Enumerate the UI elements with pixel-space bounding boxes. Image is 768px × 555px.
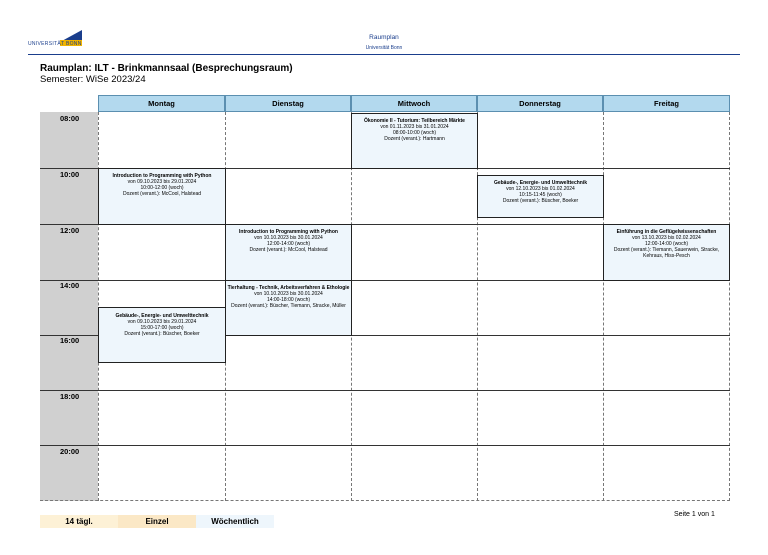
event-time: 10:15-11:45 (woch) [519,192,562,198]
header-title: Raumplan [369,34,399,41]
grid-row-line [40,390,730,391]
event-title: Tierhaltung - Technik, Arbeitsverfahren & Ethologie [227,285,350,291]
time-label-1200: 12:00 [60,226,80,235]
event-lecturer: Dozent (verant.): Hartmann [384,136,445,142]
grid-column-line [729,112,730,501]
grid-row-line [40,445,730,446]
event-dates: von 10.10.2023 bis 30.01.2024 [254,291,323,297]
grid-row-line [40,500,730,501]
event-python-montag[interactable] [98,168,226,225]
time-label-1400: 14:00 [60,281,80,290]
page-title: Raumplan: ILT - Brinkmannsaal (Besprechungsraum) [40,63,293,74]
event-oekonomie-tutorium[interactable] [351,113,478,169]
event-dates: von 01.11.2023 bis 31.01.2024 [380,124,449,130]
event-gebaeudetechnik-montag[interactable] [98,307,226,363]
event-lecturer: Dozent (verant.): Büscher, Boeker [124,331,200,337]
day-header-montag: Montag [98,95,225,112]
event-title: Gebäude-, Energie- und Umwelttechnik [493,180,588,186]
grid-column-line [477,112,478,501]
day-header-mittwoch: Mittwoch [351,95,477,112]
logo-text: UNIVERSITÄT BONN [28,41,82,47]
legend-einzel: Einzel [118,515,196,528]
event-title: Introduction to Programming with Python [239,229,338,235]
event-title: Einführung in die Geflügelwissenschaften [616,229,717,235]
event-dates: von 09.10.2023 bis 29.01.2024 [127,319,197,325]
event-dates: von 12.10.2023 bis 01.02.2024 [506,186,575,192]
event-time: 15:00-17:00 (woch) [140,325,184,331]
event-lecturer: Dozent (verant.): Tiemann, Sauerwein, Stracke, Kehraus, Hiss-Pesch [613,247,720,259]
event-time: 12:00-14:00 (woch) [266,241,311,247]
event-time: 08:00-10:00 (woch) [392,130,437,136]
event-time: 14:00-18:00 (woch) [266,297,311,303]
event-dates: von 13.10.2023 bis 02.02.2024 [632,235,701,241]
day-header-freitag: Freitag [603,95,730,112]
day-header-donnerstag: Donnerstag [477,95,603,112]
header-subtitle: Universität Bonn [365,45,403,51]
semester-label: Semester: WiSe 2023/24 [40,74,146,85]
time-label-2000: 20:00 [60,447,80,456]
event-time: 10:00-12:00 (woch) [140,185,184,191]
event-lecturer: Dozent (verant.): Büscher, Boeker [502,198,579,204]
time-label-1000: 10:00 [60,170,80,179]
grid-column-line [603,112,604,501]
event-gebaeudetechnik-donnerstag[interactable] [477,175,604,218]
event-lecturer: Dozent (verant.): McCool, Halstead [249,247,328,253]
day-header-dienstag: Dienstag [225,95,351,112]
page-number: Seite 1 von 1 [674,511,715,518]
time-label-0800: 08:00 [60,114,80,123]
event-python-dienstag[interactable] [225,224,352,281]
header-divider [28,54,740,55]
event-time: 12:00-14:00 (woch) [644,241,689,247]
time-label-1800: 18:00 [60,392,80,401]
event-title: Introduction to Programming with Python [112,173,212,179]
legend-woechentlich: Wöchentlich [196,515,274,528]
event-title: Gebäude-, Energie- und Umwelttechnik [115,313,209,319]
event-gefluegelwissenschaften[interactable] [603,224,730,281]
event-dates: von 09.10.2023 bis 29.01.2024 [127,179,197,185]
event-lecturer: Dozent (verant.): Büscher, Tiemann, Stracke, Müller [231,303,346,309]
legend-14-taeglich: 14 tägl. [40,515,118,528]
timetable-grid [40,95,730,501]
time-label-1600: 16:00 [60,336,80,345]
event-title: Ökonomie II - Tutorium: Teilbereich Märkte [364,118,465,124]
event-dates: von 10.10.2023 bis 30.01.2024 [254,235,323,241]
event-lecturer: Dozent (verant.): McCool, Halstead [122,191,202,197]
event-tierhaltung[interactable] [225,280,352,336]
